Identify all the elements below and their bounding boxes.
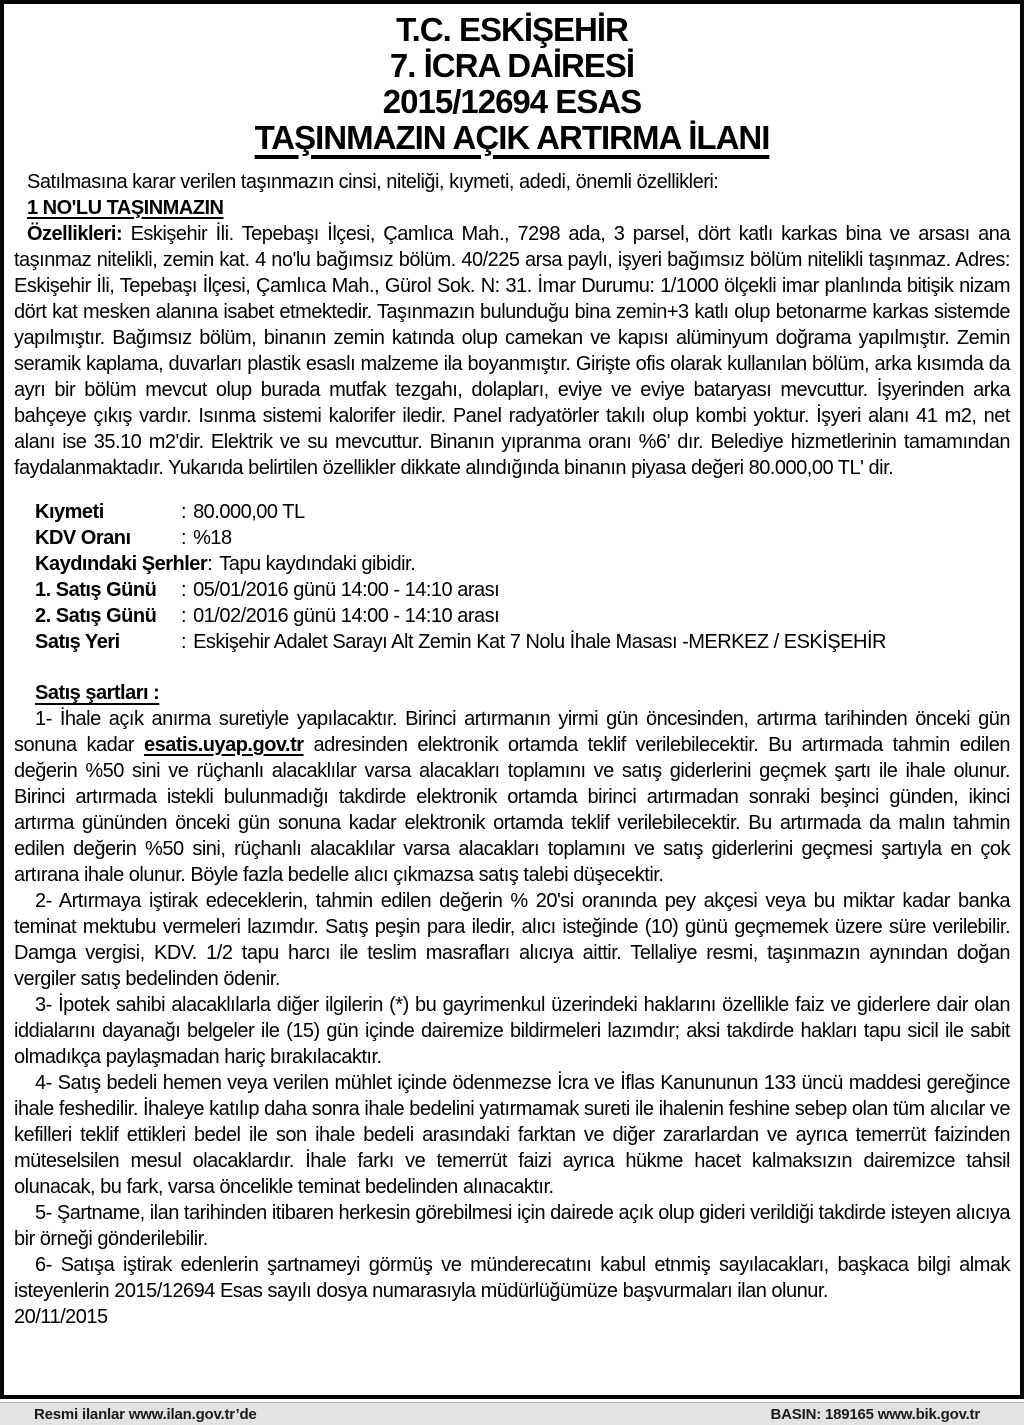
term-item-5: 5- Şartname, ilan tarihinden itibaren herkesin görebilmesi için dairede açık olup gideri verildiği takdirde isteyen alıcıya bir örneği gönderilebilir.	[14, 1202, 1010, 1250]
features-label: Özellikleri:	[27, 223, 123, 245]
detail-label: 1. Satış Günü	[35, 579, 157, 601]
header-office-line: 7. İCRA DAİRESİ	[389, 47, 635, 84]
esatis-url-text: esatis.uyap.gov.tr	[143, 734, 304, 756]
detail-row-satis-gunu-2	[14, 603, 1010, 629]
term-item-4: 4- Satış bedeli hemen veya verilen mühlet içinde ödenmezse İcra ve İflas Kanununun 133 üncü maddesi gereğince ihale feshedilir. İhaleye katılıp daha sonra ihale bedelini yatırmamak sureti ile ihalenin feshine sebep olan tüm alıcılar ve kefilleri teklif ettikleri bedel ile son ihale bedeli arasındaki farktan ve diğer zararlardan ve ayrıca temerrüt faizinden müteselsilen mesul olacaklardır. İhale farkı ve temerrüt faizi ayrıca hükme hacet kalmaksızın dairemizce tahsil olunacak, bu fark, varsa öncelikle teminat bedelinden alınacaktır.	[14, 1072, 1010, 1198]
term-item-6: 6- Satışa iştirak edenlerin şartnameyi görmüş ve münderecatını kabul etnmiş sayılacakları, başkaca bilgi almak isteyenlerin 2015/12694 Esas sayılı dosya numarasıyla müdürlüğümüze başvurmaları ilan olunur.	[14, 1254, 1010, 1302]
term-item-3: 3- İpotek sahibi alacaklılarla diğer ilgilerin (*) bu gayrimenkul üzerindeki haklarını özellikle faiz ve giderlere dair olan iddialarını dayanağı belgeler ile (15) gün içinde dairemize bildirmeleri lazımdır; aksi takdirde hakları tapu sicil ile sabit olmadıkça paylaşmadan hariç bırakılacaktır.	[14, 994, 1010, 1068]
details-list	[14, 499, 1010, 655]
detail-label: Satış Yeri	[35, 631, 120, 653]
detail-label: KDV Oranı	[35, 527, 131, 549]
term-item-1	[14, 706, 1010, 888]
detail-row-satis-yeri	[14, 629, 1010, 655]
detail-label: Kıymeti	[35, 501, 104, 523]
detail-value: 05/01/2016 günü 14:00 - 14:10 arası	[193, 579, 500, 601]
detail-separator: :	[207, 553, 213, 575]
detail-label: 2. Satış Günü	[35, 605, 157, 627]
detail-value: Tapu kaydındaki gibidir.	[219, 553, 416, 575]
terms-heading	[14, 680, 1010, 706]
notice-title-text: TAŞINMAZIN AÇIK ARTIRMA İLANI	[254, 119, 770, 156]
term-1-post: adresinden elektronik ortamda teklif verilebilecektir. Bu artırmada tahmin edilen değerin %50 sini ve rüçhanlı alacaklılar varsa alacakları toplamını ve satış giderlerini geçmek şartı ile ihale olunur. Birinci artırmada istekli bulunmadığı takdirde elektronik ortamda birinci artırmadan sonraki beşinci günden, ikinci artırma gününden önceki gün sonuna kadar elektronik ortamda teklif verilebilecektir. Bu artırmada da malın tahmin edilen değerin %50 sini, rüçhanlı alacaklılar varsa alacakları toplamını ve satış giderlerini geçmesi şartıyla en çok artırana ihale olunur. Böyle fazla bedelle alıcı çıkmazsa satış talebi düşecektir.	[14, 734, 1010, 886]
footer-press-number-text: BASIN: 189165 www.bik.gov.tr	[770, 1405, 980, 1423]
notice-title	[14, 120, 1010, 156]
features-text: Eskişehir İli. Tepebaşı İlçesi, Çamlıca Mah., 7298 ada, 3 parsel, dört katlı karkas bina ve arsası ana taşınmaz nitelikli, zemin kat. 4 no'lu bağımsız bölüm. 40/225 arsa paylı, işyeri bağımsız bölüm nitelikli taşınmaz. Adres: Eskişehir İli, Tepebaşı İlçesi, Çamlıca Mah., Gürol Sok. N: 31. İmar Durumu: 1/1000 ölçekli imar planlında bitişik nizam dört kat mesken alanına isabet etmektedir. Taşınmazın bulunduğu bina zemin+3 katlı olup betonarme karkas sistemde yapılmıştır. Bağımsız bölüm, binanın zemin katında olup camekan ve kapısı alüminyum doğrama yapılmıştır. Zemin seramik kaplama, duvarları plastik esaslı malzeme ila boyanmıştır. Girişte ofis olarak kullanılan bölüm, arka kısımda da ayrı bir bölüm mevcut olup burada mutfak tezgahı, dolapları, eviye ve eviye bataryası mevcuttur. İşyerinden arka bahçeye çıkış vardır. Isınma sistemi kalorifer iledir. Panel radyatörler takılı olup kombi yoktur. İşyeri alanı 41 m2, net alanı ise 35.10 m2'dir. Elektrik ve su mevcuttur. Binanın yıpranma oranı %6' dır. Belediye hizmetlerinin tamamından faydalanmaktadır. Yukarıda belirtilen özellikler dikkate alındığında binanın piyasa değeri 80.000,00 TL' dir.	[14, 223, 1010, 479]
detail-value: Eskişehir Adalet Sarayı Alt Zemin Kat 7 Nolu İhale Masası -MERKEZ / ESKİŞEHİR	[193, 631, 886, 653]
detail-value: 80.000,00 TL	[193, 501, 305, 523]
terms-heading-text: Satış şartları :	[35, 682, 160, 704]
header-case-number: 2015/12694 ESAS	[382, 83, 642, 120]
detail-separator: :	[181, 579, 187, 601]
footer-official-ads-text: Resmi ilanlar www.ilan.gov.tr’de	[34, 1405, 257, 1423]
detail-value: %18	[193, 527, 232, 549]
header-republic-line: T.C. ESKİŞEHİR	[396, 11, 628, 48]
detail-row-kiymeti	[14, 499, 1010, 525]
features-paragraph	[14, 221, 1010, 481]
notice-header	[14, 12, 1010, 156]
detail-separator: :	[181, 631, 187, 653]
detail-separator: :	[181, 605, 187, 627]
detail-label: Kaydındaki Şerhler	[35, 553, 208, 575]
detail-row-satis-gunu-1	[14, 577, 1010, 603]
detail-row-kaydindaki-serhler	[14, 551, 1010, 577]
detail-row-kdv-orani	[14, 525, 1010, 551]
term-item-2: 2- Artırmaya iştirak edeceklerin, tahmin edilen değerin % 20'si oranında pey akçesi veya bu miktar kadar banka teminat mektubu vermeleri lazımdır. Satış peşin para iledir, alıcı isteğinde (10) günü geçmemek üzere süre verilebilir. Damga vergisi, KDV. 1/2 tapu harcı ile teslim masrafları alıcıya aittir. Tellaliye resmi, taşınmazın aynından doğan vergiler satış bedelinden ödenir.	[14, 890, 1010, 990]
detail-value: 01/02/2016 günü 14:00 - 14:10 arası	[193, 605, 500, 627]
detail-separator: :	[181, 501, 187, 523]
term-1-pre: 1- İhale açık anırma suretiyle yapılacaktır. Birinci artırmanın yirmi gün öncesinden, artırma tarihinden önceki gün sonuna kadar	[14, 708, 1010, 756]
notice-date: 20/11/2015	[14, 1306, 108, 1328]
detail-separator: :	[181, 527, 187, 549]
property-heading	[14, 195, 1010, 221]
intro-line: Satılmasına karar verilen taşınmazın cinsi, niteliği, kıymeti, adedi, önemli özellikleri:	[27, 171, 719, 193]
property-heading-text: 1 NO'LU TAŞINMAZIN	[27, 197, 224, 219]
footer-bar	[0, 1402, 1024, 1425]
